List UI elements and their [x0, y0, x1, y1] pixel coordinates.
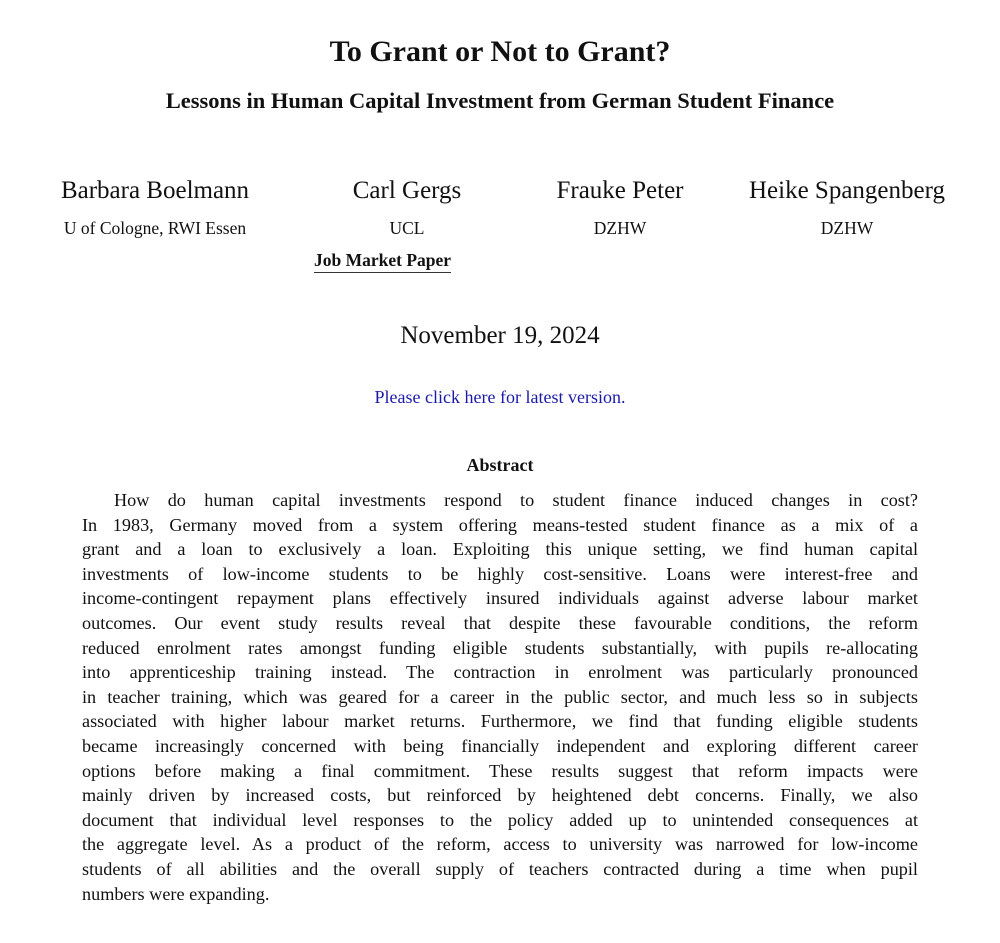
abstract-line: associated with higher labour market returns. Furthermore, we find that funding eligible students: [82, 711, 918, 732]
abstract-line: How do human capital investments respond to student finance induced changes in cost?: [114, 490, 918, 510]
abstract-heading: Abstract: [466, 455, 534, 475]
abstract-line: grant and a loan to exclusively a loan. Exploiting this unique setting, we find human capital: [82, 539, 918, 560]
abstract-line: document that individual level responses to the policy added up to unintended consequences at: [82, 809, 918, 830]
author-name: Frauke Peter: [556, 177, 684, 204]
author-block: [538, 174, 702, 240]
abstract-line: became increasingly concerned with being financially independent and exploring different career: [82, 735, 918, 756]
abstract-line: into apprenticeship training instead. The contraction in enrolment was particularly pronounced: [82, 662, 918, 683]
author-block: [40, 174, 270, 240]
abstract-line: numbers were expanding.: [82, 883, 270, 904]
abstract-line: In 1983, Germany moved from a system offering means-tested student finance as a mix of a: [82, 514, 918, 535]
paper-subtitle: Lessons in Human Capital Investment from German Student Finance: [165, 88, 835, 113]
author-block: [736, 174, 958, 240]
abstract-body: [82, 488, 918, 906]
author-affiliation: U of Cologne, RWI Essen: [63, 218, 247, 238]
job-market-paper-label: Job Market Paper: [314, 249, 451, 273]
author-affiliation: DZHW: [593, 218, 647, 238]
author-affiliation: DZHW: [820, 218, 874, 238]
abstract-line: the aggregate level. As a product of the reform, access to university was narrowed for low-income: [82, 834, 918, 855]
abstract-line: in teacher training, which was geared for a career in the public sector, and much less so in subjects: [82, 686, 918, 707]
paper-date: November 19, 2024: [400, 322, 600, 349]
author-block: [312, 174, 502, 240]
author-name: Barbara Boelmann: [60, 177, 250, 204]
abstract-line: income-contingent repayment plans effectively insured individuals against adverse labour market: [82, 588, 918, 609]
author-name: Carl Gergs: [352, 177, 462, 204]
abstract-line: reduced enrolment rates amongst funding eligible students substantially, with pupils re-allocating: [82, 637, 918, 658]
abstract-line: outcomes. Our event study results reveal that despite these favourable conditions, the reform: [82, 612, 918, 633]
latest-version-link[interactable]: Please click here for latest version.: [374, 387, 626, 407]
author-name: Heike Spangenberg: [748, 177, 945, 204]
paper-title: To Grant or Not to Grant?: [329, 35, 671, 68]
abstract-line: investments of low-income students to be highly cost-sensitive. Loans were interest-free and: [82, 563, 918, 584]
abstract-line: mainly driven by increased costs, but reinforced by heightened debt concerns. Finally, we also: [82, 785, 918, 806]
author-affiliation: UCL: [389, 218, 425, 238]
abstract-line: students of all abilities and the overall supply of teachers contracted during a time when pupil: [82, 858, 918, 879]
abstract-line: options before making a final commitment. These results suggest that reform impacts were: [82, 760, 918, 781]
